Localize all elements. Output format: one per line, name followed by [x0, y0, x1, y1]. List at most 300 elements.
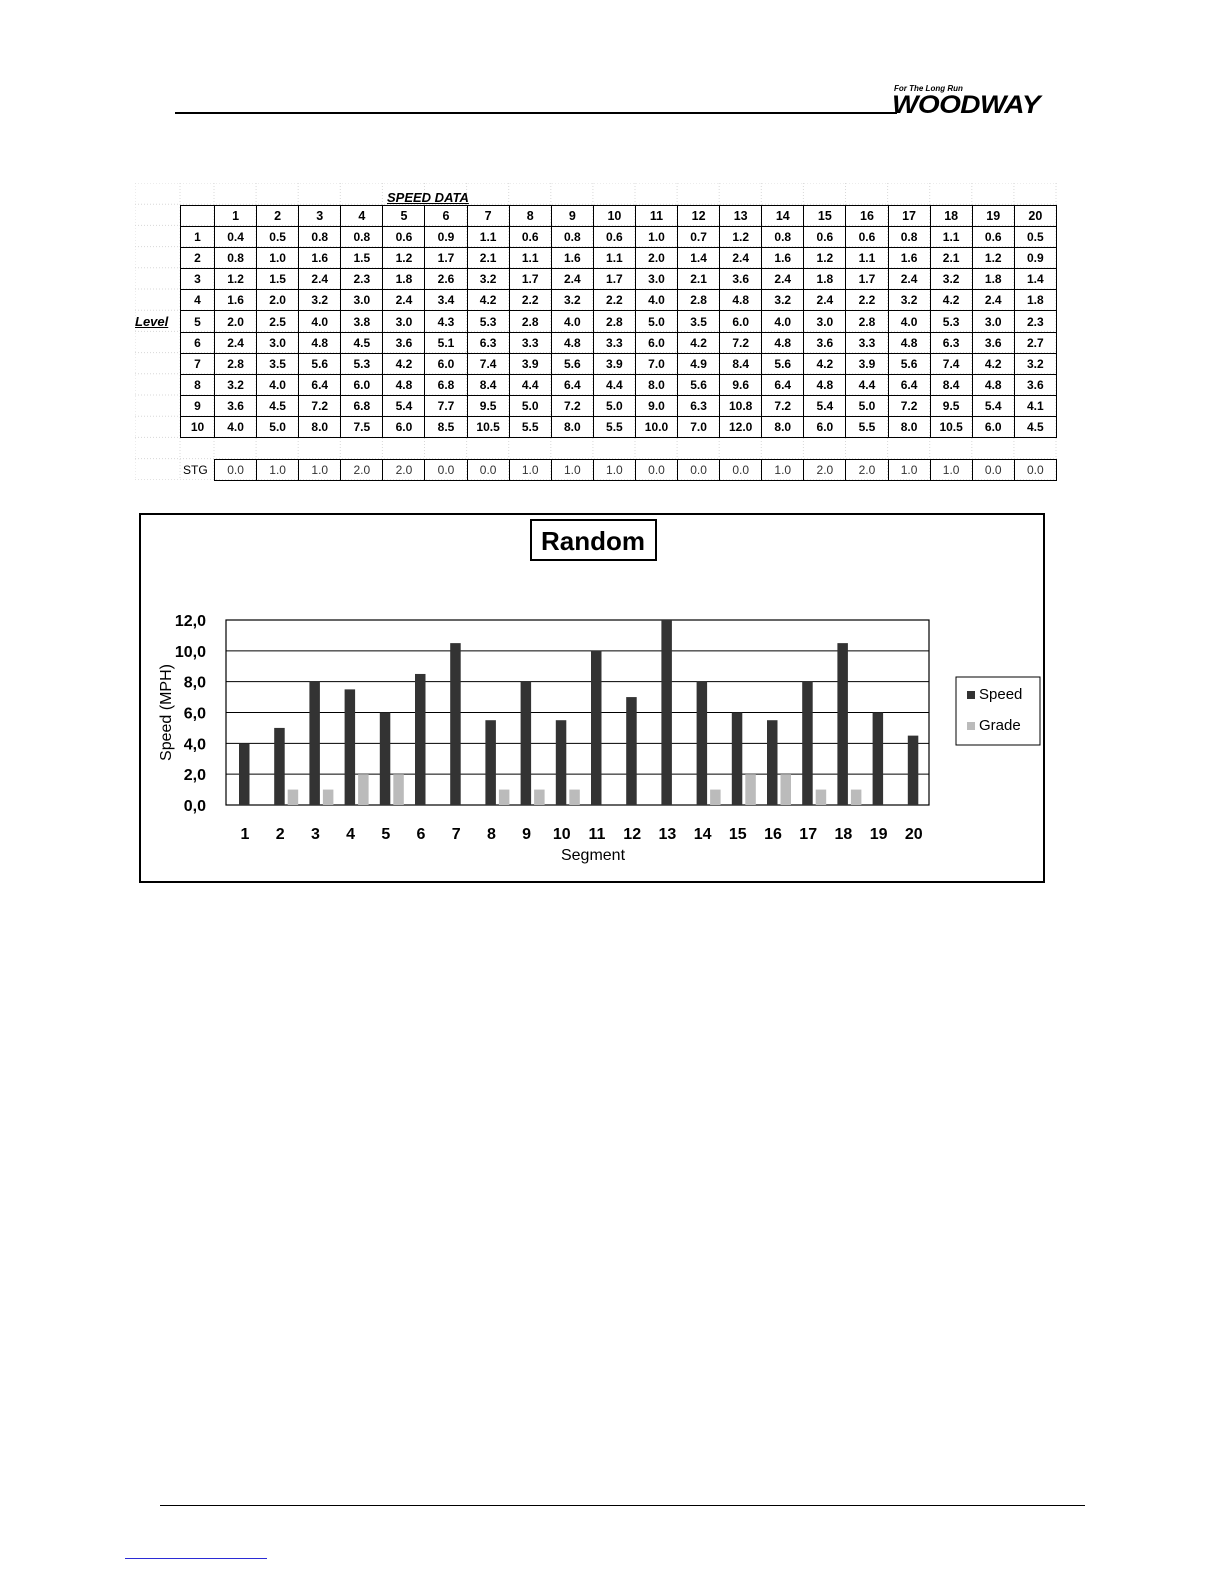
speed-bar [239, 743, 250, 805]
segment-header-cell: 18 [930, 206, 972, 227]
speed-value-cell: 3.0 [341, 290, 383, 311]
speed-value-cell: 2.4 [804, 290, 846, 311]
level-cell: 10 [181, 416, 215, 437]
speed-value-cell: 9.5 [467, 395, 509, 416]
speed-value-cell: 5.0 [257, 416, 299, 437]
speed-value-cell: 0.4 [215, 227, 257, 248]
speed-value-cell: 2.8 [846, 311, 888, 332]
speed-value-cell: 2.3 [341, 269, 383, 290]
speed-value-cell: 3.3 [593, 332, 635, 353]
logo-tagline: For The Long Run [894, 84, 963, 93]
speed-value-cell: 2.4 [215, 332, 257, 353]
speed-value-cell: 7.5 [341, 416, 383, 437]
segment-header-cell: 8 [509, 206, 551, 227]
segment-header-cell: 9 [551, 206, 593, 227]
speed-value-cell: 4.1 [1014, 395, 1056, 416]
speed-value-cell: 6.4 [299, 374, 341, 395]
speed-value-cell: 8.0 [762, 416, 804, 437]
speed-value-cell: 5.5 [593, 416, 635, 437]
speed-value-cell: 2.8 [593, 311, 635, 332]
table-row [181, 311, 1057, 332]
speed-value-cell: 6.0 [972, 416, 1014, 437]
speed-value-cell: 4.4 [593, 374, 635, 395]
speed-value-cell: 7.4 [467, 353, 509, 374]
y-tick-label: 6,0 [183, 705, 206, 723]
speed-value-cell: 0.8 [888, 227, 930, 248]
stg-value-cell: 2.0 [341, 460, 383, 481]
segment-header-cell: 19 [972, 206, 1014, 227]
speed-value-cell: 5.5 [509, 416, 551, 437]
speed-value-cell: 1.1 [930, 227, 972, 248]
grade-bar [288, 790, 299, 805]
speed-bar [661, 620, 672, 805]
speed-value-cell: 1.8 [1014, 290, 1056, 311]
stg-value-cell: 0.0 [635, 460, 677, 481]
x-tick-label: 4 [346, 826, 356, 843]
speed-value-cell: 2.1 [467, 248, 509, 269]
speed-bar [450, 643, 461, 805]
speed-bar [380, 713, 391, 806]
level-cell: 6 [181, 332, 215, 353]
speed-value-cell: 3.4 [425, 290, 467, 311]
table-corner-cell [181, 206, 215, 227]
speed-value-cell: 6.0 [425, 353, 467, 374]
speed-bar [732, 713, 743, 806]
speed-value-cell: 1.1 [509, 248, 551, 269]
y-tick-label: 12,0 [174, 613, 206, 630]
x-tick-label: 15 [728, 826, 747, 843]
speed-value-cell: 5.6 [678, 374, 720, 395]
speed-bar [873, 713, 884, 806]
speed-value-cell: 4.0 [551, 311, 593, 332]
speed-bar [802, 682, 813, 805]
speed-value-cell: 1.6 [762, 248, 804, 269]
speed-value-cell: 4.8 [720, 290, 762, 311]
stg-value-cell: 1.0 [509, 460, 551, 481]
level-cell: 9 [181, 395, 215, 416]
x-tick-label: 9 [522, 826, 532, 843]
speed-value-cell: 3.5 [678, 311, 720, 332]
speed-value-cell: 3.6 [215, 395, 257, 416]
speed-value-cell: 1.1 [846, 248, 888, 269]
speed-value-cell: 2.5 [257, 311, 299, 332]
speed-value-cell: 8.0 [888, 416, 930, 437]
speed-value-cell: 3.9 [846, 353, 888, 374]
speed-value-cell: 0.6 [509, 227, 551, 248]
speed-value-cell: 0.9 [425, 227, 467, 248]
speed-value-cell: 1.8 [804, 269, 846, 290]
table-row [181, 374, 1057, 395]
stg-value-cell: 0.0 [720, 460, 762, 481]
y-tick-label: 2,0 [183, 767, 206, 785]
speed-value-cell: 2.4 [720, 248, 762, 269]
speed-value-cell: 4.2 [930, 290, 972, 311]
speed-value-cell: 4.5 [1014, 416, 1056, 437]
speed-value-cell: 0.6 [593, 227, 635, 248]
segment-header-cell: 4 [341, 206, 383, 227]
header-rule [175, 112, 897, 114]
speed-value-cell: 3.3 [509, 332, 551, 353]
segment-header-row [181, 206, 1057, 227]
speed-value-cell: 1.4 [678, 248, 720, 269]
speed-value-cell: 9.0 [635, 395, 677, 416]
segment-header-cell: 2 [257, 206, 299, 227]
x-tick-label: 5 [381, 826, 391, 843]
level-cell: 4 [181, 290, 215, 311]
stg-value-cell: 1.0 [888, 460, 930, 481]
speed-value-cell: 2.0 [215, 311, 257, 332]
speed-value-cell: 3.0 [972, 311, 1014, 332]
segment-header-cell: 7 [467, 206, 509, 227]
speed-value-cell: 4.2 [678, 332, 720, 353]
x-axis-label: Segment [560, 847, 626, 864]
speed-bar [591, 651, 602, 805]
grade-bar [745, 774, 756, 805]
speed-value-cell: 4.8 [383, 374, 425, 395]
speed-value-cell: 4.9 [678, 353, 720, 374]
speed-value-cell: 0.8 [215, 248, 257, 269]
stg-value-cell: 1.0 [593, 460, 635, 481]
y-tick-label: 8,0 [183, 674, 206, 692]
speed-value-cell: 5.3 [930, 311, 972, 332]
speed-value-cell: 1.1 [593, 248, 635, 269]
speed-value-cell: 1.2 [215, 269, 257, 290]
speed-value-cell: 1.7 [593, 269, 635, 290]
table-row [181, 353, 1057, 374]
x-tick-label: 12 [623, 826, 642, 843]
speed-value-cell: 5.0 [509, 395, 551, 416]
speed-value-cell: 1.8 [383, 269, 425, 290]
speed-value-cell: 4.8 [762, 332, 804, 353]
speed-value-cell: 10.5 [930, 416, 972, 437]
grade-bar [499, 790, 510, 805]
speed-value-cell: 0.8 [551, 227, 593, 248]
speed-value-cell: 3.6 [720, 269, 762, 290]
level-cell: 1 [181, 227, 215, 248]
random-bar-chart [139, 513, 1045, 883]
speed-value-cell: 10.0 [635, 416, 677, 437]
speed-value-cell: 0.6 [846, 227, 888, 248]
speed-value-cell: 7.2 [551, 395, 593, 416]
speed-value-cell: 4.0 [888, 311, 930, 332]
speed-value-cell: 5.6 [551, 353, 593, 374]
speed-value-cell: 5.1 [425, 332, 467, 353]
y-tick-label: 0,0 [183, 798, 206, 815]
speed-value-cell: 6.8 [341, 395, 383, 416]
segment-header-cell: 14 [762, 206, 804, 227]
speed-value-cell: 1.0 [635, 227, 677, 248]
speed-value-cell: 8.0 [551, 416, 593, 437]
speed-value-cell: 6.3 [467, 332, 509, 353]
stg-value-cell: 1.0 [762, 460, 804, 481]
speed-value-cell: 2.4 [972, 290, 1014, 311]
speed-value-cell: 4.0 [635, 290, 677, 311]
grade-bar [569, 790, 580, 805]
speed-value-cell: 0.5 [1014, 227, 1056, 248]
footer-link-underline [125, 1558, 267, 1559]
speed-value-cell: 10.8 [720, 395, 762, 416]
x-tick-label: 17 [799, 826, 818, 843]
speed-value-cell: 3.3 [846, 332, 888, 353]
speed-value-cell: 5.6 [762, 353, 804, 374]
legend-swatch [967, 722, 975, 730]
speed-value-cell: 2.0 [635, 248, 677, 269]
speed-value-cell: 8.4 [930, 374, 972, 395]
legend-label: Speed [979, 686, 1023, 703]
grade-bar [710, 790, 721, 805]
speed-value-cell: 2.8 [509, 311, 551, 332]
x-tick-label: 11 [588, 826, 606, 843]
speed-value-cell: 0.8 [762, 227, 804, 248]
speed-value-cell: 3.9 [593, 353, 635, 374]
speed-value-cell: 4.2 [804, 353, 846, 374]
speed-value-cell: 3.2 [215, 374, 257, 395]
x-tick-label: 10 [552, 826, 571, 843]
stg-value-cell: 0.0 [425, 460, 467, 481]
stg-value-cell: 1.0 [257, 460, 299, 481]
speed-value-cell: 0.5 [257, 227, 299, 248]
speed-value-cell: 2.7 [1014, 332, 1056, 353]
speed-value-cell: 1.7 [425, 248, 467, 269]
speed-value-cell: 2.2 [846, 290, 888, 311]
stg-value-cell: 0.0 [1014, 460, 1056, 481]
speed-value-cell: 1.2 [383, 248, 425, 269]
stg-row-table [214, 459, 1057, 481]
stg-value-cell: 2.0 [846, 460, 888, 481]
speed-value-cell: 5.4 [383, 395, 425, 416]
speed-value-cell: 2.4 [888, 269, 930, 290]
level-cell: 8 [181, 374, 215, 395]
speed-value-cell: 1.6 [888, 248, 930, 269]
speed-value-cell: 6.8 [425, 374, 467, 395]
speed-value-cell: 6.0 [383, 416, 425, 437]
speed-value-cell: 6.3 [678, 395, 720, 416]
y-axis-label: Speed (MPH) [158, 664, 175, 761]
speed-bar [485, 720, 496, 805]
segment-header-cell: 5 [383, 206, 425, 227]
x-tick-label: 13 [658, 826, 677, 843]
speed-value-cell: 4.0 [762, 311, 804, 332]
x-tick-label: 20 [904, 826, 923, 843]
speed-value-cell: 8.5 [425, 416, 467, 437]
speed-value-cell: 0.8 [341, 227, 383, 248]
speed-value-cell: 4.8 [299, 332, 341, 353]
segment-header-cell: 11 [635, 206, 677, 227]
speed-value-cell: 3.6 [972, 332, 1014, 353]
grade-bar [534, 790, 545, 805]
speed-bar [309, 682, 320, 805]
table-row [181, 395, 1057, 416]
speed-value-cell: 1.2 [804, 248, 846, 269]
speed-value-cell: 5.0 [635, 311, 677, 332]
segment-header-cell: 13 [720, 206, 762, 227]
chart-title: Random [541, 526, 645, 556]
speed-value-cell: 4.3 [425, 311, 467, 332]
logo-brand: WOODWAY [892, 91, 1040, 119]
speed-value-cell: 3.0 [383, 311, 425, 332]
speed-value-cell: 3.2 [1014, 353, 1056, 374]
grade-bar [393, 774, 404, 805]
y-tick-label: 4,0 [183, 736, 206, 754]
speed-value-cell: 2.3 [1014, 311, 1056, 332]
speed-value-cell: 4.2 [383, 353, 425, 374]
speed-value-cell: 5.0 [846, 395, 888, 416]
speed-value-cell: 3.2 [930, 269, 972, 290]
speed-value-cell: 4.8 [972, 374, 1014, 395]
speed-bar [415, 674, 426, 805]
speed-value-cell: 6.4 [762, 374, 804, 395]
table-row [181, 269, 1057, 290]
speed-value-cell: 8.0 [635, 374, 677, 395]
speed-value-cell: 5.6 [299, 353, 341, 374]
speed-bar [626, 697, 637, 805]
speed-value-cell: 3.2 [551, 290, 593, 311]
x-tick-label: 14 [693, 826, 712, 843]
speed-value-cell: 3.9 [509, 353, 551, 374]
grade-bar [851, 790, 862, 805]
speed-value-cell: 6.3 [930, 332, 972, 353]
speed-bar [697, 682, 708, 805]
speed-bar [837, 643, 848, 805]
stg-value-cell: 0.0 [467, 460, 509, 481]
stg-value-cell: 1.0 [299, 460, 341, 481]
speed-data-table [180, 205, 1057, 438]
level-cell: 5 [181, 311, 215, 332]
speed-value-cell: 4.4 [509, 374, 551, 395]
speed-value-cell: 0.8 [299, 227, 341, 248]
speed-value-cell: 3.0 [635, 269, 677, 290]
speed-value-cell: 0.6 [383, 227, 425, 248]
segment-header-cell: 10 [593, 206, 635, 227]
x-tick-label: 16 [764, 826, 782, 843]
speed-value-cell: 3.2 [888, 290, 930, 311]
speed-value-cell: 1.1 [467, 227, 509, 248]
speed-value-cell: 2.4 [762, 269, 804, 290]
speed-value-cell: 2.2 [509, 290, 551, 311]
speed-value-cell: 3.0 [804, 311, 846, 332]
table-row [181, 332, 1057, 353]
stg-value-cell: 1.0 [551, 460, 593, 481]
speed-value-cell: 6.0 [804, 416, 846, 437]
y-tick-label: 10,0 [174, 643, 206, 661]
speed-value-cell: 1.4 [1014, 269, 1056, 290]
stg-value-cell: 0.0 [972, 460, 1014, 481]
speed-value-cell: 1.5 [341, 248, 383, 269]
speed-bar [767, 720, 778, 805]
speed-value-cell: 6.4 [551, 374, 593, 395]
speed-value-cell: 1.7 [509, 269, 551, 290]
x-tick-label: 1 [240, 826, 250, 843]
x-tick-label: 18 [834, 826, 853, 843]
legend-label: Grade [979, 717, 1021, 734]
x-tick-label: 6 [416, 826, 426, 843]
speed-value-cell: 0.7 [678, 227, 720, 248]
speed-value-cell: 4.5 [341, 332, 383, 353]
grade-bar [816, 790, 827, 805]
speed-value-cell: 4.8 [551, 332, 593, 353]
speed-value-cell: 9.6 [720, 374, 762, 395]
speed-value-cell: 4.2 [467, 290, 509, 311]
speed-value-cell: 7.2 [299, 395, 341, 416]
speed-value-cell: 6.0 [635, 332, 677, 353]
speed-value-cell: 6.0 [720, 311, 762, 332]
speed-bar [521, 682, 532, 805]
speed-value-cell: 2.1 [678, 269, 720, 290]
stg-label: STG [183, 463, 208, 477]
speed-value-cell: 3.8 [341, 311, 383, 332]
speed-value-cell: 3.2 [467, 269, 509, 290]
speed-value-cell: 2.0 [257, 290, 299, 311]
speed-value-cell: 2.6 [425, 269, 467, 290]
segment-header-cell: 17 [888, 206, 930, 227]
speed-value-cell: 6.0 [341, 374, 383, 395]
speed-value-cell: 7.2 [762, 395, 804, 416]
speed-value-cell: 7.4 [930, 353, 972, 374]
x-tick-label: 3 [310, 826, 320, 843]
segment-header-cell: 16 [846, 206, 888, 227]
table-row [181, 227, 1057, 248]
stg-value-cell: 2.0 [383, 460, 425, 481]
x-tick-label: 2 [275, 826, 285, 843]
speed-value-cell: 12.0 [720, 416, 762, 437]
speed-value-cell: 2.4 [551, 269, 593, 290]
level-axis-label: Level [135, 314, 169, 329]
speed-value-cell: 7.2 [720, 332, 762, 353]
speed-value-cell: 1.2 [972, 248, 1014, 269]
speed-value-cell: 3.2 [762, 290, 804, 311]
legend-swatch [967, 691, 975, 699]
speed-value-cell: 6.4 [888, 374, 930, 395]
speed-value-cell: 4.4 [846, 374, 888, 395]
speed-value-cell: 1.5 [257, 269, 299, 290]
speed-value-cell: 2.8 [215, 353, 257, 374]
segment-header-cell: 12 [678, 206, 720, 227]
speed-value-cell: 7.0 [635, 353, 677, 374]
segment-header-cell: 15 [804, 206, 846, 227]
table-row [181, 416, 1057, 437]
speed-value-cell: 5.4 [804, 395, 846, 416]
speed-value-cell: 8.0 [299, 416, 341, 437]
speed-value-cell: 10.5 [467, 416, 509, 437]
stg-value-cell: 0.0 [215, 460, 257, 481]
speed-value-cell: 9.5 [930, 395, 972, 416]
speed-value-cell: 3.5 [257, 353, 299, 374]
segment-header-cell: 6 [425, 206, 467, 227]
speed-bar [908, 736, 919, 805]
speed-value-cell: 1.0 [257, 248, 299, 269]
speed-value-cell: 8.4 [467, 374, 509, 395]
footer-rule [160, 1505, 1085, 1506]
speed-value-cell: 5.5 [846, 416, 888, 437]
level-cell: 7 [181, 353, 215, 374]
speed-value-cell: 5.6 [888, 353, 930, 374]
speed-value-cell: 3.2 [299, 290, 341, 311]
grade-bar [323, 790, 334, 805]
x-tick-label: 19 [869, 826, 888, 843]
stg-value-cell: 1.0 [930, 460, 972, 481]
speed-value-cell: 3.6 [1014, 374, 1056, 395]
speed-value-cell: 5.3 [467, 311, 509, 332]
speed-value-cell: 8.4 [720, 353, 762, 374]
speed-value-cell: 7.7 [425, 395, 467, 416]
segment-header-cell: 1 [215, 206, 257, 227]
speed-value-cell: 0.6 [804, 227, 846, 248]
speed-value-cell: 1.2 [720, 227, 762, 248]
speed-value-cell: 1.7 [846, 269, 888, 290]
level-cell: 2 [181, 248, 215, 269]
speed-value-cell: 4.0 [257, 374, 299, 395]
speed-value-cell: 1.6 [215, 290, 257, 311]
